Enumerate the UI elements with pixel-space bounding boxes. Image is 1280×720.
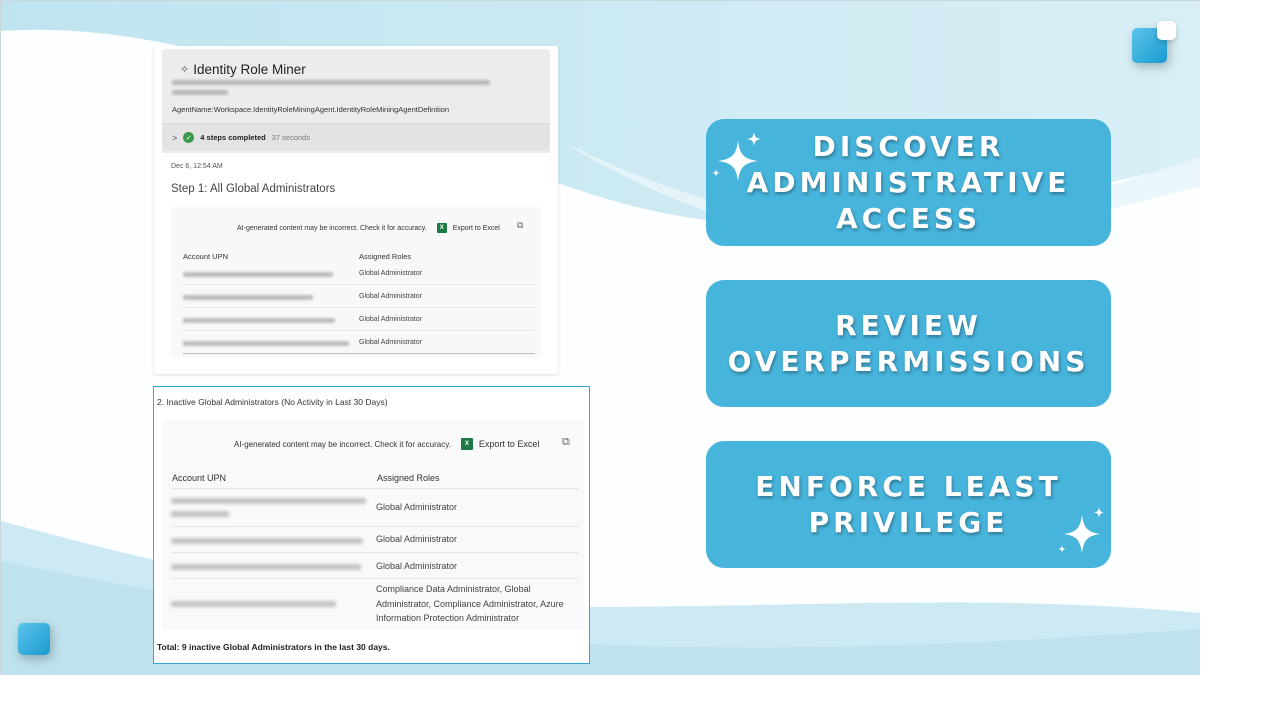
role-cell: Global Administrator bbox=[359, 293, 423, 300]
ai-disclaimer bbox=[237, 223, 500, 233]
sparkle-icon: ✧ bbox=[180, 64, 190, 76]
table-row bbox=[183, 309, 535, 331]
inactive-admins-card bbox=[153, 386, 590, 664]
blurred-upn bbox=[171, 538, 363, 544]
blurred-upn bbox=[183, 318, 335, 323]
blurred-upn bbox=[171, 498, 366, 504]
chevron-right-icon[interactable]: > bbox=[172, 132, 178, 143]
results-table bbox=[171, 207, 541, 358]
section-title: 2. Inactive Global Administrators (No Activity in Last 30 Days) bbox=[157, 397, 388, 407]
card-title-text: Identity Role Miner bbox=[193, 62, 306, 77]
steps-summary[interactable] bbox=[162, 123, 550, 151]
blurred-upn bbox=[171, 511, 229, 517]
summary-total: Total: 9 inactive Global Administrators in the last 30 days. bbox=[157, 642, 390, 652]
col-header-roles: Assigned Roles bbox=[377, 473, 440, 483]
table-row bbox=[183, 332, 535, 354]
popout-icon[interactable]: ⧉ bbox=[517, 220, 524, 230]
blurred-upn bbox=[171, 601, 336, 607]
identity-role-miner-card bbox=[154, 46, 558, 374]
blurred-description bbox=[172, 90, 228, 95]
col-header-upn: Account UPN bbox=[183, 252, 229, 261]
blurred-description bbox=[172, 80, 490, 85]
pill-discover-text: DISCOVER ADMINISTRATIVE ACCESS bbox=[746, 129, 1071, 235]
role-cell: Global Administrator bbox=[376, 561, 458, 571]
results-table bbox=[162, 420, 584, 630]
table-row bbox=[171, 553, 579, 579]
popout-icon[interactable]: ⧉ bbox=[562, 436, 570, 448]
excel-icon[interactable]: X bbox=[461, 438, 473, 450]
blurred-upn bbox=[171, 564, 361, 570]
decor-square-bottom bbox=[18, 623, 50, 655]
table-row bbox=[171, 579, 579, 629]
sparkle-icon bbox=[1054, 507, 1106, 559]
blurred-upn bbox=[183, 272, 333, 277]
table-row bbox=[171, 488, 579, 527]
excel-icon[interactable]: X bbox=[437, 223, 447, 233]
card-title bbox=[180, 62, 306, 77]
agent-name: AgentName:Workspace.IdentityRoleMiningAgent.IdentityRoleMiningAgentDefinition bbox=[172, 105, 450, 114]
role-cell: Global Administrator bbox=[359, 316, 423, 323]
ai-disclaimer-text: AI-generated content may be incorrect. Check it for accuracy. bbox=[234, 439, 451, 449]
ai-disclaimer bbox=[234, 438, 539, 450]
step-title: Step 1: All Global Administrators bbox=[171, 183, 336, 195]
steps-time: 37 seconds bbox=[271, 133, 311, 142]
table-row bbox=[171, 527, 579, 553]
role-cell: Global Administrator bbox=[359, 339, 423, 346]
role-cell: Global Administrator bbox=[376, 534, 458, 544]
blurred-upn bbox=[183, 341, 349, 346]
blurred-upn bbox=[183, 295, 313, 300]
role-cell: Global Administrator bbox=[359, 270, 423, 277]
check-circle-icon: ✓ bbox=[183, 132, 194, 143]
pill-enforce bbox=[706, 441, 1111, 568]
role-cell: Compliance Data Administrator, Global Administrator, Compliance Administrator, Azure Information Protection Administrator bbox=[376, 584, 564, 623]
pill-review bbox=[706, 280, 1111, 407]
pill-enforce-text: ENFORCE LEAST PRIVILEGE bbox=[755, 469, 1062, 539]
table-row bbox=[183, 286, 535, 308]
export-to-excel-button[interactable]: Export to Excel bbox=[452, 224, 500, 232]
role-cell: Global Administrator bbox=[376, 502, 458, 512]
col-header-upn: Account UPN bbox=[172, 473, 227, 483]
table-row bbox=[183, 263, 535, 285]
pill-discover bbox=[706, 119, 1111, 246]
decor-square-top-white bbox=[1157, 21, 1176, 40]
export-to-excel-button[interactable]: Export to Excel bbox=[478, 439, 540, 449]
sparkle-icon bbox=[712, 131, 764, 187]
timestamp: Dec 6, 12:54 AM bbox=[171, 163, 223, 170]
pill-review-text: REVIEW OVERPERMISSIONS bbox=[727, 308, 1090, 378]
steps-completed: 4 steps completed bbox=[200, 133, 266, 142]
col-header-roles: Assigned Roles bbox=[359, 252, 412, 261]
ai-disclaimer-text: AI-generated content may be incorrect. Check it for accuracy. bbox=[237, 224, 427, 232]
